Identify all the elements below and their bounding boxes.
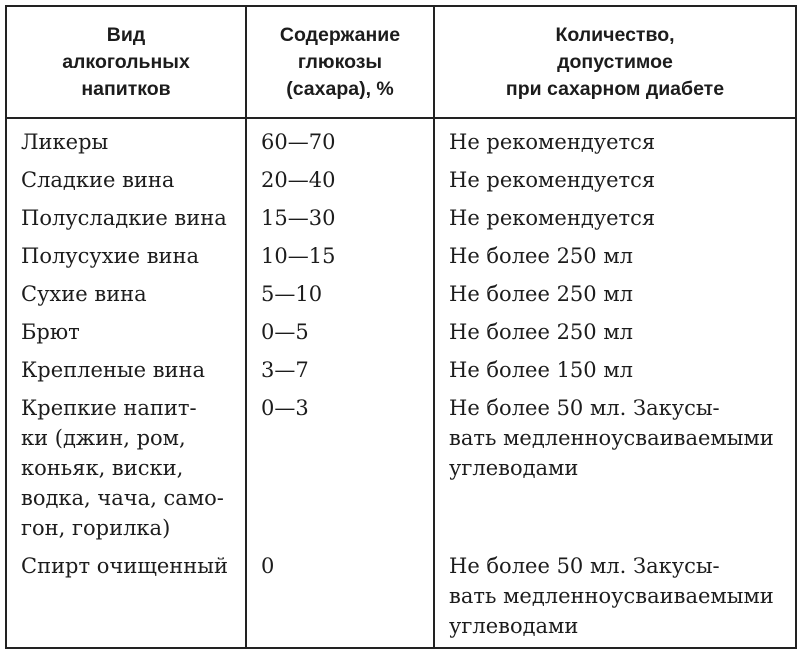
cell-drink-type: Крепленые вина (6, 353, 246, 391)
cell-glucose: 10—15 (246, 239, 434, 277)
cell-amount: Не более 150 мл (434, 353, 796, 391)
cell-amount: Не рекомендуется (434, 163, 796, 201)
cell-drink-type: Полусладкие вина (6, 201, 246, 239)
header-glucose-content-text: Содержание глюкозы (сахара), % (279, 23, 401, 100)
cell-drink-type: Крепкие напит- ки (джин, ром, коньяк, виски, водка, чача, само- гон, горилка) (6, 391, 246, 549)
cell-amount: Не более 250 мл (434, 277, 796, 315)
cell-drink-type: Сухие вина (6, 277, 246, 315)
header-drink-type (6, 6, 246, 118)
table-row (6, 315, 796, 353)
table-header (6, 6, 796, 118)
cell-glucose: 0—5 (246, 315, 434, 353)
cell-amount: Не более 50 мл. Закусы- вать медленноусваиваемыми углеводами (434, 391, 796, 549)
table-row (6, 277, 796, 315)
cell-glucose: 0—3 (246, 391, 434, 549)
cell-glucose: 3—7 (246, 353, 434, 391)
cell-drink-type: Ликеры (6, 118, 246, 163)
header-allowed-amount (434, 6, 796, 118)
cell-glucose: 15—30 (246, 201, 434, 239)
cell-amount: Не рекомендуется (434, 118, 796, 163)
cell-amount: Не более 250 мл (434, 239, 796, 277)
cell-drink-type: Спирт очищенный (6, 549, 246, 648)
cell-drink-type: Брют (6, 315, 246, 353)
table-body (6, 118, 796, 648)
cell-amount: Не более 250 мл (434, 315, 796, 353)
cell-glucose: 0 (246, 549, 434, 648)
cell-amount: Не рекомендуется (434, 201, 796, 239)
cell-amount: Не более 50 мл. Закусы- вать медленноусваиваемыми углеводами (434, 549, 796, 648)
cell-glucose: 5—10 (246, 277, 434, 315)
cell-glucose: 20—40 (246, 163, 434, 201)
header-row (6, 6, 796, 118)
table-row (6, 163, 796, 201)
table-row (6, 391, 796, 549)
table-row (6, 201, 796, 239)
cell-glucose: 60—70 (246, 118, 434, 163)
table-row (6, 239, 796, 277)
alcohol-sugar-table (5, 5, 797, 649)
cell-drink-type: Полусухие вина (6, 239, 246, 277)
header-glucose-content (246, 6, 434, 118)
table-row (6, 353, 796, 391)
cell-drink-type: Сладкие вина (6, 163, 246, 201)
table-row (6, 549, 796, 648)
table-row (6, 118, 796, 163)
header-drink-type-text: Вид алкогольных напитков (62, 23, 190, 100)
header-allowed-amount-text: Количество, допустимое при сахарном диабете (505, 23, 725, 100)
